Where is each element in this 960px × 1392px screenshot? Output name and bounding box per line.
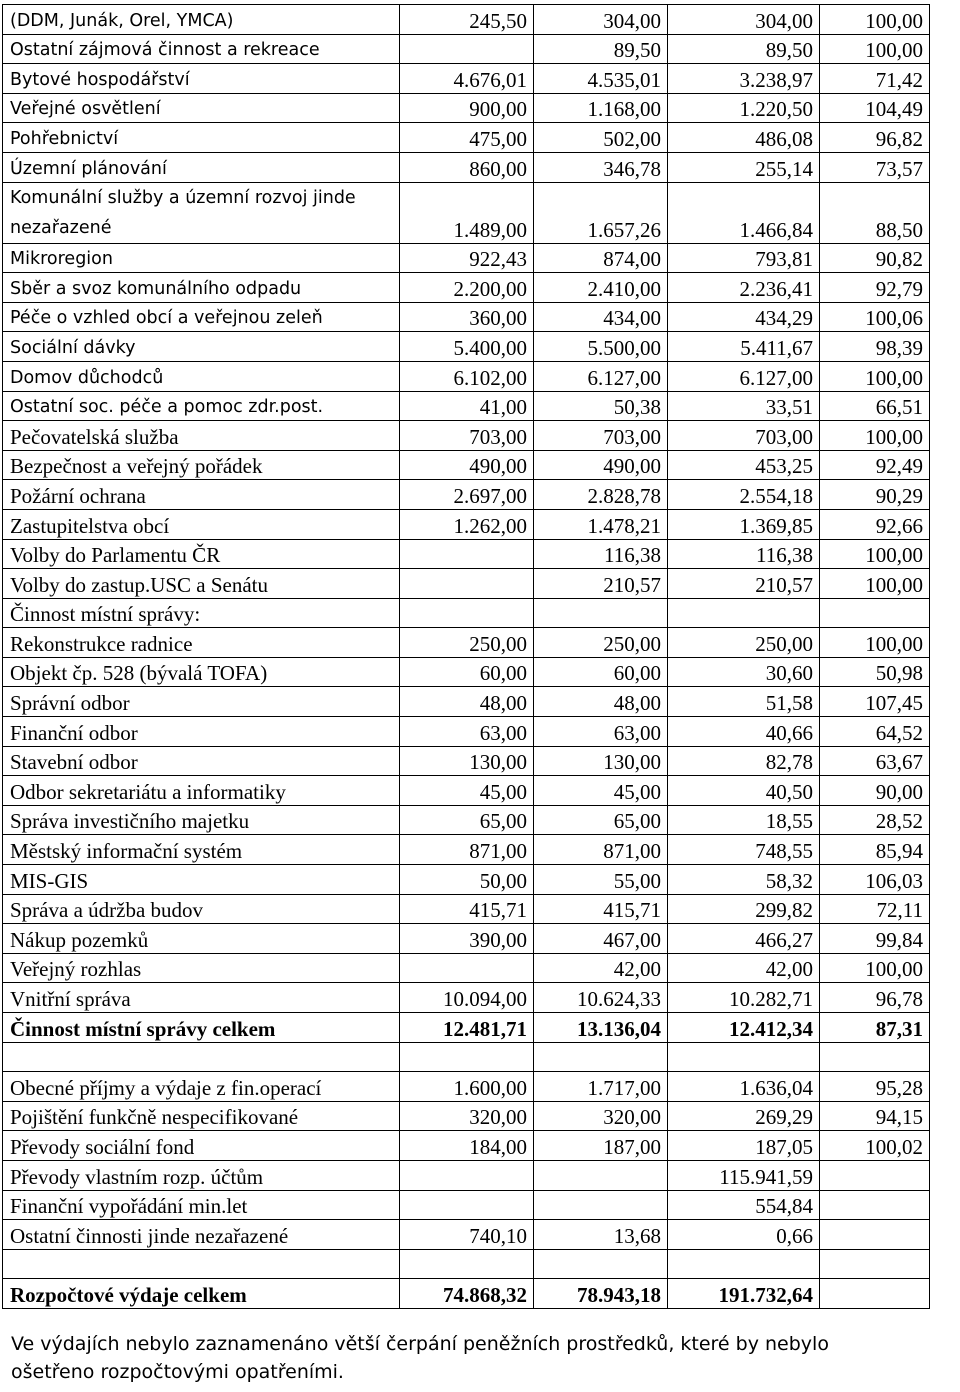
percent-cell: 28,52 (820, 805, 930, 835)
row-label-cell: Volby do Parlamentu ČR (3, 539, 400, 569)
percent-cell (820, 1190, 930, 1220)
table-row (3, 657, 930, 687)
percent-cell: 100,00 (820, 5, 930, 35)
row-label-cell: Domov důchodců (3, 361, 400, 391)
table-row (3, 1190, 930, 1220)
table-row (3, 598, 930, 628)
actual-cell: 33,51 (668, 391, 820, 421)
budget-adjusted-cell: 874,00 (534, 243, 668, 273)
table-row (3, 182, 930, 243)
budget-approved-cell: 250,00 (400, 628, 534, 658)
row-label-cell: Zastupitelstva obcí (3, 509, 400, 539)
actual-cell (668, 1249, 820, 1279)
actual-cell: 466,27 (668, 924, 820, 954)
table-row (3, 746, 930, 776)
budget-adjusted-cell: 467,00 (534, 924, 668, 954)
budget-adjusted-cell: 60,00 (534, 657, 668, 687)
budget-approved-cell: 130,00 (400, 746, 534, 776)
budget-approved-cell: 320,00 (400, 1101, 534, 1131)
budget-approved-cell (400, 539, 534, 569)
row-label-cell: Komunální služby a územní rozvoj jinde nezařazené (3, 182, 400, 243)
actual-cell: 2.554,18 (668, 480, 820, 510)
budget-adjusted-cell: 63,00 (534, 717, 668, 747)
budget-adjusted-cell: 116,38 (534, 539, 668, 569)
budget-approved-cell: 48,00 (400, 687, 534, 717)
table-row (3, 805, 930, 835)
percent-cell: 63,67 (820, 746, 930, 776)
budget-adjusted-cell: 434,00 (534, 302, 668, 332)
table-row (3, 332, 930, 362)
actual-cell (668, 1042, 820, 1072)
actual-cell: 299,82 (668, 894, 820, 924)
row-label-cell: Finanční vypořádání min.let (3, 1190, 400, 1220)
actual-cell: 210,57 (668, 569, 820, 599)
actual-cell: 793,81 (668, 243, 820, 273)
budget-adjusted-cell: 5.500,00 (534, 332, 668, 362)
row-label-cell: Veřejné osvětlení (3, 93, 400, 123)
actual-cell: 255,14 (668, 152, 820, 182)
row-label-cell: Volby do zastup.USC a Senátu (3, 569, 400, 599)
percent-cell (820, 1279, 930, 1309)
row-label-cell: Činnost místní správy: (3, 598, 400, 628)
budget-approved-cell: 10.094,00 (400, 983, 534, 1013)
budget-adjusted-cell: 210,57 (534, 569, 668, 599)
row-label-cell: Bezpečnost a veřejný pořádek (3, 450, 400, 480)
row-label-cell: Ostatní soc. péče a pomoc zdr.post. (3, 391, 400, 421)
budget-approved-cell: 4.676,01 (400, 64, 534, 94)
budget-approved-cell: 703,00 (400, 421, 534, 451)
percent-cell: 90,82 (820, 243, 930, 273)
table-row (3, 1131, 930, 1161)
table-row (3, 1072, 930, 1102)
actual-cell: 82,78 (668, 746, 820, 776)
budget-approved-cell: 60,00 (400, 657, 534, 687)
row-label-cell: Činnost místní správy celkem (3, 1013, 400, 1043)
budget-adjusted-cell: 304,00 (534, 5, 668, 35)
budget-approved-cell: 2.200,00 (400, 273, 534, 303)
actual-cell: 304,00 (668, 5, 820, 35)
row-label-cell (3, 1042, 400, 1072)
table-row (3, 5, 930, 35)
budget-adjusted-cell: 250,00 (534, 628, 668, 658)
budget-adjusted-cell: 2.410,00 (534, 273, 668, 303)
budget-adjusted-cell: 346,78 (534, 152, 668, 182)
budget-adjusted-cell (534, 1249, 668, 1279)
row-label-cell: (DDM, Junák, Orel, YMCA) (3, 5, 400, 35)
percent-cell: 85,94 (820, 835, 930, 865)
row-label-cell: Sběr a svoz komunálního odpadu (3, 273, 400, 303)
row-label-cell: Správa investičního majetku (3, 805, 400, 835)
budget-approved-cell: 390,00 (400, 924, 534, 954)
percent-cell: 100,00 (820, 628, 930, 658)
budget-approved-cell (400, 598, 534, 628)
budget-approved-cell (400, 1190, 534, 1220)
percent-cell: 98,39 (820, 332, 930, 362)
actual-cell: 5.411,67 (668, 332, 820, 362)
actual-cell: 434,29 (668, 302, 820, 332)
budget-adjusted-cell: 89,50 (534, 34, 668, 64)
actual-cell: 1.466,84 (668, 182, 820, 243)
table-row (3, 243, 930, 273)
row-label-cell: Správní odbor (3, 687, 400, 717)
table-row (3, 865, 930, 895)
table-row (3, 687, 930, 717)
row-label-cell: Objekt čp. 528 (bývalá TOFA) (3, 657, 400, 687)
budget-approved-cell: 65,00 (400, 805, 534, 835)
budget-approved-cell: 360,00 (400, 302, 534, 332)
table-row (3, 509, 930, 539)
budget-approved-cell: 5.400,00 (400, 332, 534, 362)
budget-approved-cell: 45,00 (400, 776, 534, 806)
budget-adjusted-cell: 1.717,00 (534, 1072, 668, 1102)
budget-adjusted-cell: 2.828,78 (534, 480, 668, 510)
row-label-cell: Stavební odbor (3, 746, 400, 776)
percent-cell: 90,00 (820, 776, 930, 806)
row-label-cell: Rekonstrukce radnice (3, 628, 400, 658)
table-row (3, 480, 930, 510)
table-row (3, 1013, 930, 1043)
budget-approved-cell: 871,00 (400, 835, 534, 865)
table-row (3, 1279, 930, 1309)
row-label-cell: Odbor sekretariátu a informatiky (3, 776, 400, 806)
budget-adjusted-cell: 130,00 (534, 746, 668, 776)
percent-cell: 96,82 (820, 123, 930, 153)
percent-cell: 64,52 (820, 717, 930, 747)
budget-approved-cell: 12.481,71 (400, 1013, 534, 1043)
budget-adjusted-cell: 187,00 (534, 1131, 668, 1161)
budget-adjusted-cell (534, 1160, 668, 1190)
table-row (3, 302, 930, 332)
table-row (3, 273, 930, 303)
percent-cell: 95,28 (820, 1072, 930, 1102)
percent-cell (820, 1160, 930, 1190)
table-row (3, 123, 930, 153)
budget-adjusted-cell: 48,00 (534, 687, 668, 717)
budget-adjusted-cell: 1.657,26 (534, 182, 668, 243)
percent-cell: 72,11 (820, 894, 930, 924)
percent-cell: 104,49 (820, 93, 930, 123)
footnote-text: Ve výdajích nebylo zaznamenáno větší čerpání peněžních prostředků, které by nebylo ošetřeno rozpočtovými opatřeními. (11, 1333, 829, 1383)
actual-cell: 115.941,59 (668, 1160, 820, 1190)
budget-approved-cell (400, 1249, 534, 1279)
actual-cell: 58,32 (668, 865, 820, 895)
budget-adjusted-cell: 1.168,00 (534, 93, 668, 123)
percent-cell: 94,15 (820, 1101, 930, 1131)
row-label-cell: Požární ochrana (3, 480, 400, 510)
actual-cell: 30,60 (668, 657, 820, 687)
row-label-cell: Městský informační systém (3, 835, 400, 865)
percent-cell: 106,03 (820, 865, 930, 895)
table-row (3, 391, 930, 421)
budget-approved-cell: 900,00 (400, 93, 534, 123)
table-row (3, 421, 930, 451)
table-row (3, 1160, 930, 1190)
actual-cell: 1.636,04 (668, 1072, 820, 1102)
budget-approved-cell (400, 569, 534, 599)
table-row (3, 983, 930, 1013)
percent-cell: 100,00 (820, 953, 930, 983)
budget-adjusted-cell: 13.136,04 (534, 1013, 668, 1043)
budget-adjusted-cell: 490,00 (534, 450, 668, 480)
percent-cell: 92,79 (820, 273, 930, 303)
actual-cell: 748,55 (668, 835, 820, 865)
actual-cell: 40,50 (668, 776, 820, 806)
percent-cell: 73,57 (820, 152, 930, 182)
budget-approved-cell: 2.697,00 (400, 480, 534, 510)
table-row (3, 924, 930, 954)
actual-cell: 554,84 (668, 1190, 820, 1220)
percent-cell: 88,50 (820, 182, 930, 243)
table-row (3, 776, 930, 806)
row-label-cell: Převody vlastním rozp. účtům (3, 1160, 400, 1190)
percent-cell (820, 598, 930, 628)
table-row (3, 1042, 930, 1072)
actual-cell: 51,58 (668, 687, 820, 717)
budget-adjusted-cell: 320,00 (534, 1101, 668, 1131)
budget-approved-cell: 1.489,00 (400, 182, 534, 243)
budget-approved-cell: 74.868,32 (400, 1279, 534, 1309)
budget-approved-cell: 490,00 (400, 450, 534, 480)
row-label-cell: Rozpočtové výdaje celkem (3, 1279, 400, 1309)
budget-approved-cell: 1.262,00 (400, 509, 534, 539)
table-row (3, 717, 930, 747)
row-label-cell: Mikroregion (3, 243, 400, 273)
percent-cell: 100,00 (820, 361, 930, 391)
percent-cell: 100,02 (820, 1131, 930, 1161)
table-row (3, 894, 930, 924)
row-label-cell: Pojištění funkčně nespecifikované (3, 1101, 400, 1131)
percent-cell: 100,00 (820, 539, 930, 569)
percent-cell: 92,66 (820, 509, 930, 539)
budget-adjusted-cell: 65,00 (534, 805, 668, 835)
table-row (3, 34, 930, 64)
row-label-cell: Správa a údržba budov (3, 894, 400, 924)
budget-approved-cell: 415,71 (400, 894, 534, 924)
actual-cell: 6.127,00 (668, 361, 820, 391)
row-label-cell: Převody sociální fond (3, 1131, 400, 1161)
table-row (3, 539, 930, 569)
budget-approved-cell (400, 34, 534, 64)
row-label-cell: Pečovatelská služba (3, 421, 400, 451)
budget-adjusted-cell (534, 1042, 668, 1072)
table-row (3, 64, 930, 94)
percent-cell (820, 1249, 930, 1279)
actual-cell: 703,00 (668, 421, 820, 451)
percent-cell: 107,45 (820, 687, 930, 717)
table-row (3, 93, 930, 123)
table-body (3, 5, 930, 1309)
percent-cell: 100,00 (820, 421, 930, 451)
actual-cell: 40,66 (668, 717, 820, 747)
row-label-cell: Pohřebnictví (3, 123, 400, 153)
budget-approved-cell (400, 1160, 534, 1190)
actual-cell: 89,50 (668, 34, 820, 64)
budget-adjusted-cell: 45,00 (534, 776, 668, 806)
percent-cell: 66,51 (820, 391, 930, 421)
actual-cell: 2.236,41 (668, 273, 820, 303)
table-row (3, 1101, 930, 1131)
percent-cell: 99,84 (820, 924, 930, 954)
actual-cell: 453,25 (668, 450, 820, 480)
actual-cell: 0,66 (668, 1220, 820, 1250)
row-label-cell: Veřejný rozhlas (3, 953, 400, 983)
table-row (3, 628, 930, 658)
table-row (3, 1249, 930, 1279)
budget-adjusted-cell: 6.127,00 (534, 361, 668, 391)
row-label-cell: Ostatní činnosti jinde nezařazené (3, 1220, 400, 1250)
percent-cell: 96,78 (820, 983, 930, 1013)
row-label-cell (3, 1249, 400, 1279)
budget-approved-cell: 184,00 (400, 1131, 534, 1161)
budget-adjusted-cell (534, 1190, 668, 1220)
table-row (3, 450, 930, 480)
budget-adjusted-cell: 55,00 (534, 865, 668, 895)
row-label-cell: Ostatní zájmová činnost a rekreace (3, 34, 400, 64)
actual-cell: 10.282,71 (668, 983, 820, 1013)
budget-adjusted-cell (534, 598, 668, 628)
budget-approved-cell: 860,00 (400, 152, 534, 182)
budget-adjusted-cell: 78.943,18 (534, 1279, 668, 1309)
budget-adjusted-cell: 4.535,01 (534, 64, 668, 94)
actual-cell: 187,05 (668, 1131, 820, 1161)
percent-cell: 71,42 (820, 64, 930, 94)
actual-cell: 3.238,97 (668, 64, 820, 94)
table-row (3, 953, 930, 983)
row-label-cell: Bytové hospodářství (3, 64, 400, 94)
budget-approved-cell (400, 1042, 534, 1072)
budget-approved-cell: 6.102,00 (400, 361, 534, 391)
percent-cell (820, 1042, 930, 1072)
budget-adjusted-cell: 1.478,21 (534, 509, 668, 539)
actual-cell: 18,55 (668, 805, 820, 835)
budget-adjusted-cell: 10.624,33 (534, 983, 668, 1013)
row-label-cell: Obecné příjmy a výdaje z fin.operací (3, 1072, 400, 1102)
table-row (3, 835, 930, 865)
budget-approved-cell: 740,10 (400, 1220, 534, 1250)
budget-adjusted-cell: 415,71 (534, 894, 668, 924)
actual-cell: 486,08 (668, 123, 820, 153)
budget-approved-cell (400, 953, 534, 983)
percent-cell: 50,98 (820, 657, 930, 687)
budget-approved-cell: 245,50 (400, 5, 534, 35)
budget-expenditure-table (2, 4, 930, 1309)
budget-adjusted-cell: 502,00 (534, 123, 668, 153)
actual-cell: 191.732,64 (668, 1279, 820, 1309)
budget-approved-cell: 922,43 (400, 243, 534, 273)
budget-approved-cell: 475,00 (400, 123, 534, 153)
budget-adjusted-cell: 13,68 (534, 1220, 668, 1250)
percent-cell: 92,49 (820, 450, 930, 480)
percent-cell: 90,29 (820, 480, 930, 510)
budget-adjusted-cell: 871,00 (534, 835, 668, 865)
row-label-cell: Územní plánování (3, 152, 400, 182)
percent-cell: 87,31 (820, 1013, 930, 1043)
budget-adjusted-cell: 703,00 (534, 421, 668, 451)
budget-approved-cell: 1.600,00 (400, 1072, 534, 1102)
row-label-cell: Péče o vzhled obcí a veřejnou zeleň (3, 302, 400, 332)
percent-cell (820, 1220, 930, 1250)
budget-approved-cell: 63,00 (400, 717, 534, 747)
budget-approved-cell: 50,00 (400, 865, 534, 895)
row-label-cell: Finanční odbor (3, 717, 400, 747)
row-label-cell: Nákup pozemků (3, 924, 400, 954)
budget-approved-cell: 41,00 (400, 391, 534, 421)
row-label-cell: Sociální dávky (3, 332, 400, 362)
table-row (3, 569, 930, 599)
row-label-cell: MIS-GIS (3, 865, 400, 895)
budget-adjusted-cell: 50,38 (534, 391, 668, 421)
budget-adjusted-cell: 42,00 (534, 953, 668, 983)
actual-cell: 1.369,85 (668, 509, 820, 539)
actual-cell: 1.220,50 (668, 93, 820, 123)
table-row (3, 1220, 930, 1250)
actual-cell: 250,00 (668, 628, 820, 658)
actual-cell: 269,29 (668, 1101, 820, 1131)
actual-cell: 12.412,34 (668, 1013, 820, 1043)
percent-cell: 100,06 (820, 302, 930, 332)
actual-cell: 116,38 (668, 539, 820, 569)
actual-cell (668, 598, 820, 628)
percent-cell: 100,00 (820, 34, 930, 64)
row-label-cell: Vnitřní správa (3, 983, 400, 1013)
percent-cell: 100,00 (820, 569, 930, 599)
table-row (3, 361, 930, 391)
actual-cell: 42,00 (668, 953, 820, 983)
table-row (3, 152, 930, 182)
